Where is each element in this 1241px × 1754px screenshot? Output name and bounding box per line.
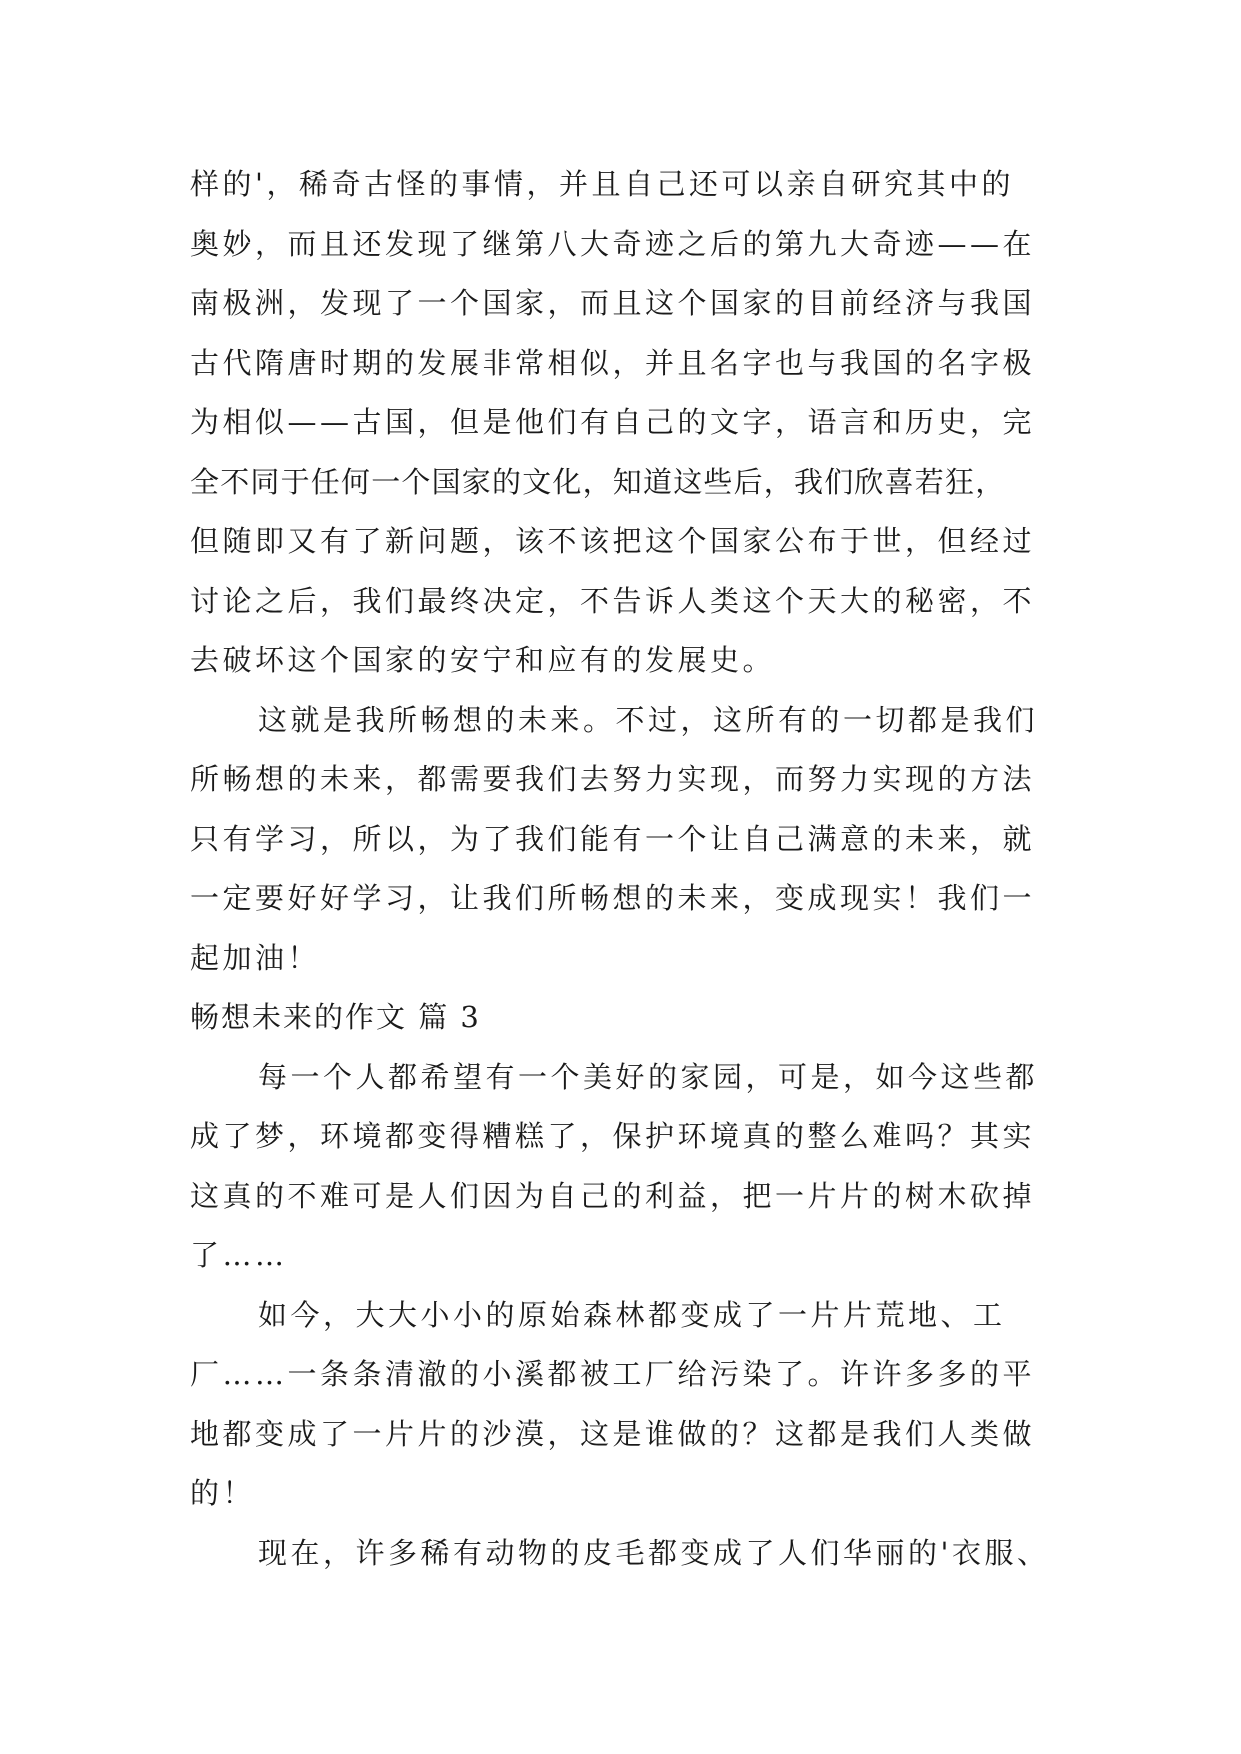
text-line: 但随即又有了新问题，该不该把这个国家公布于世，但经过 <box>190 524 1036 558</box>
section-heading: 畅想未来的作文 篇 3 <box>190 1000 481 1034</box>
text-line: 所畅想的未来，都需要我们去努力实现，而努力实现的方法 <box>190 762 1036 796</box>
text-line: 全不同于任何一个国家的文化，知道这些后，我们欣喜若狂， <box>190 464 1006 499</box>
text-line: 样的'，稀奇古怪的事情，并且自己还可以亲自研究其中的 <box>190 167 1014 201</box>
text-line: 只有学习，所以，为了我们能有一个让自己满意的未来，就 <box>190 821 1036 856</box>
text-line: 这真的不难可是人们因为自己的利益，把一片片的树木砍掉 <box>190 1178 1036 1213</box>
paragraph-start-line: 这就是我所畅想的未来。不过，这所有的一切都是我们 <box>258 702 1039 737</box>
paragraph-start-line: 现在，许多稀有动物的皮毛都变成了人们华丽的'衣服、 <box>258 1535 1050 1570</box>
text-line: 成了梦，环境都变得糟糕了，保护环境真的整么难吗？其实 <box>190 1119 1036 1153</box>
text-line: 古代隋唐时期的发展非常相似，并且名字也与我国的名字极 <box>190 345 1036 380</box>
text-line: 南极洲，发现了一个国家，而且这个国家的目前经济与我国 <box>190 286 1036 320</box>
text-line: 起加油！ <box>190 940 321 975</box>
text-line: 去破坏这个国家的安宁和应有的发展史。 <box>190 643 776 677</box>
text-line: 了…… <box>190 1238 288 1272</box>
paragraph-start-line: 如今，大大小小的原始森林都变成了一片片荒地、工 <box>258 1297 1006 1332</box>
text-line: 一定要好好学习，让我们所畅想的未来，变成现实！我们一 <box>190 881 1036 915</box>
text-line: 地都变成了一片片的沙漠，这是谁做的？这都是我们人类做 <box>190 1416 1036 1451</box>
paragraph-start-line: 每一个人都希望有一个美好的家园，可是，如今这些都 <box>258 1059 1039 1094</box>
text-line: 的！ <box>190 1476 256 1510</box>
text-line: 为相似——古国，但是他们有自己的文字，语言和历史，完 <box>190 405 1036 439</box>
text-line: 奥妙，而且还发现了继第八大奇迹之后的第九大奇迹——在 <box>190 226 1036 261</box>
text-line: 讨论之后，我们最终决定，不告诉人类这个天大的秘密，不 <box>190 583 1036 618</box>
document-page <box>190 155 1058 1583</box>
text-line: 厂……一条条清澈的小溪都被工厂给污染了。许许多多的平 <box>190 1357 1036 1391</box>
